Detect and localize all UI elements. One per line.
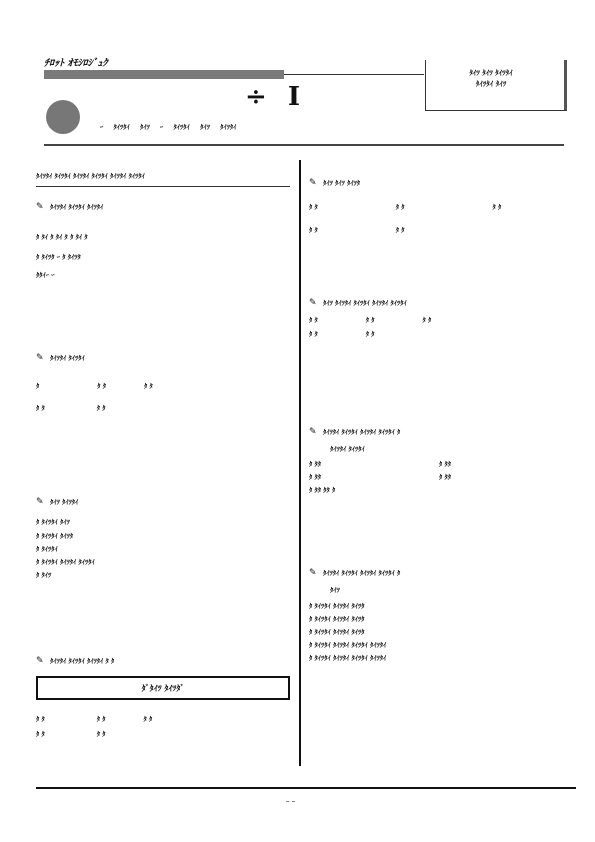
answer-box-text: ﾀﾞﾀｲﾂ ﾀｲﾂﾀﾞ [141,684,185,693]
q4-options-row-2 [36,730,124,738]
pencil-icon: ✎ [309,427,317,437]
q3-line-2: ﾀ ﾀｲﾂﾀｲ ﾀｲﾂﾀ [36,532,74,540]
intro-underline [36,186,290,187]
q4-option-b: ﾀ ﾀ [96,715,106,723]
q8-line-1: ﾀ ﾀｲﾂﾀｲ ﾀｲﾂﾀｲ ﾀｲﾂﾀ [309,602,365,610]
q4-option-c: ﾀ ﾀ [143,715,153,723]
q6-options-row-2 [309,330,393,338]
q2-option-b: ﾀ ﾀ [97,382,107,390]
q7-options-row-1 [309,460,469,468]
q2-option-c: ﾀ ﾀ [144,382,153,390]
q6-option-b: ﾀ ﾀ [365,316,375,324]
q7-options-row-2 [309,473,469,481]
pencil-icon: ✎ [36,202,44,212]
q2-option-e: ﾀ ﾀ [96,404,106,412]
q3-line-3: ﾀ ﾀｲﾂﾀｲ [36,545,58,553]
question-8 [309,568,400,577]
info-box-rule [425,110,567,111]
q1-line-3: ﾀﾀｲｰ ｰ [36,271,55,279]
q7-option-e: ﾀ ﾀﾀ ﾀﾀ ﾀ [309,486,336,494]
q8-line-5: ﾀ ﾀｲﾂﾀｲ ﾀｲﾂﾀｲ ﾀｲﾂﾀｲ ﾀｲﾂﾀｲ [309,654,387,662]
q3-line-5: ﾀ ﾀｲﾂ [36,571,52,579]
question-7 [309,427,400,436]
circle-emblem-icon [46,100,80,134]
q7-option-d: ﾀ ﾀﾀ [439,473,452,481]
info-box-line-1: ﾀｲﾂ ﾀｲﾂ ﾀｲﾂﾀｲ [469,69,513,77]
q1-line-1: ﾀ ﾀｲ ﾀ ﾀｲ ﾀ ﾀ ﾀｲ ﾀ [36,233,88,241]
header-bar [44,70,284,79]
q6-option-a: ﾀ ﾀ [309,316,318,324]
q7-option-c: ﾀ ﾀﾀ [309,473,322,481]
question-3-title: ﾀｲﾂ ﾀｲﾂﾀｲ [50,498,79,506]
question-2 [36,353,85,362]
q5-options-row-2 [309,226,423,234]
q5-option-a: ﾀ ﾀ [309,203,318,211]
header-subtitle: ｰ ﾀｲﾂﾀｲ ﾀｲﾂ ｰ ﾀｲﾂﾀｲ ﾀｲﾂ ﾀｲﾂﾀｲ [100,123,237,131]
pencil-icon: ✎ [309,298,317,308]
question-5 [309,178,360,187]
question-4 [36,656,114,665]
question-8-title: ﾀｲﾂﾀｲ ﾀｲﾂﾀｲ ﾀｲﾂﾀｲ ﾀｲﾂﾀｲ ﾀ [323,569,401,577]
question-3 [36,497,78,506]
left-intro: ﾀｲﾂﾀｲ ﾀｲﾂﾀｲ ﾀｲﾂﾀｲ ﾀｲﾂﾀｲ ﾀｲﾂﾀｲ ﾀｲﾂﾀｲ [36,172,145,180]
q2-option-a: ﾀ [36,382,40,390]
q2-option-d: ﾀ ﾀ [36,404,45,412]
q8-subtitle: ﾀｲﾂ [330,586,340,594]
q4-option-d: ﾀ ﾀ [36,730,45,738]
q6-option-c: ﾀ ﾀ [422,316,432,324]
footer-rule [36,787,576,789]
q5-option-d: ﾀ ﾀ [309,226,318,234]
q2-options-row-1 [36,382,171,390]
question-4-title: ﾀｲﾂﾀｲ ﾀｲﾂﾀｲ ﾀｲﾂﾀｲ ﾀ ﾀ [50,657,115,665]
question-1 [36,202,103,211]
q7-subtitle: ﾀｲﾂﾀｲ ﾀｲﾂﾀｲ [330,445,365,453]
q5-option-c: ﾀ ﾀ [492,203,502,211]
q2-options-row-2 [36,404,124,412]
q7-option-b: ﾀ ﾀﾀ [439,460,452,468]
q5-option-e: ﾀ ﾀ [395,226,405,234]
q6-option-e: ﾀ ﾀ [365,330,375,338]
question-7-title: ﾀｲﾂﾀｲ ﾀｲﾂﾀｲ ﾀｲﾂﾀｲ ﾀｲﾂﾀｲ ﾀ [323,428,401,436]
q4-option-e: ﾀ ﾀ [96,730,106,738]
question-2-title: ﾀｲﾂﾀｲ ﾀｲﾂﾀｲ [50,354,85,362]
q3-line-1: ﾀ ﾀｲﾂﾀｲ ﾀｲﾂ [36,518,70,526]
brand-title: ﾁﾛｯﾄ ｵﾓｼﾛｼﾞｭｸ [44,58,108,69]
q4-options-row-1 [36,715,170,723]
info-box-text [436,68,546,90]
q4-option-a: ﾀ ﾀ [36,715,45,723]
question-6 [309,298,407,307]
pencil-icon: ✎ [36,353,44,363]
header-rule [284,74,424,75]
question-1-title: ﾀｲﾂﾀｲ ﾀｲﾂﾀｲ ﾀｲﾂﾀｲ [50,203,104,211]
page-number: ｰ ｰ [286,798,296,806]
q5-options-row-1 [309,203,519,211]
column-divider [299,160,301,766]
q6-option-d: ﾀ ﾀ [309,330,318,338]
info-box-line-2: ﾀｲﾂﾀｲ ﾀｲﾂ [475,80,507,88]
q5-option-b: ﾀ ﾀ [395,203,405,211]
q8-line-3: ﾀ ﾀｲﾂﾀｲ ﾀｲﾂﾀｲ ﾀｲﾂﾀ [309,628,365,636]
pencil-icon: ✎ [309,178,317,188]
question-5-title: ﾀｲﾂ ﾀｲﾂ ﾀｲﾂﾀ [323,179,361,187]
pencil-icon: ✎ [36,497,44,507]
q6-options-row-1 [309,316,449,324]
q1-line-2: ﾀ ﾀｲﾂﾀ ｰ ﾀ ﾀｲﾂﾀ [36,253,81,261]
q3-line-4: ﾀ ﾀｲﾂﾀｲ ﾀｲﾂﾀｲ ﾀｲﾂﾀｲ [36,558,95,566]
q8-line-2: ﾀ ﾀｲﾂﾀｲ ﾀｲﾂﾀｲ ﾀｲﾂﾀ [309,615,365,623]
pencil-icon: ✎ [36,656,44,666]
header-divider [44,144,564,146]
question-6-title: ﾀｲﾂ ﾀｲﾂﾀｲ ﾀｲﾂﾀｲ ﾀｲﾂﾀｲ ﾀｲﾂﾀｲ [323,299,407,307]
q7-option-a: ﾀ ﾀﾀ [309,460,322,468]
pencil-icon: ✎ [309,568,317,578]
page-title: ÷ I [245,82,306,112]
q8-line-4: ﾀ ﾀｲﾂﾀｲ ﾀｲﾂﾀｲ ﾀｲﾂﾀｲ ﾀｲﾂﾀｲ [309,641,387,649]
